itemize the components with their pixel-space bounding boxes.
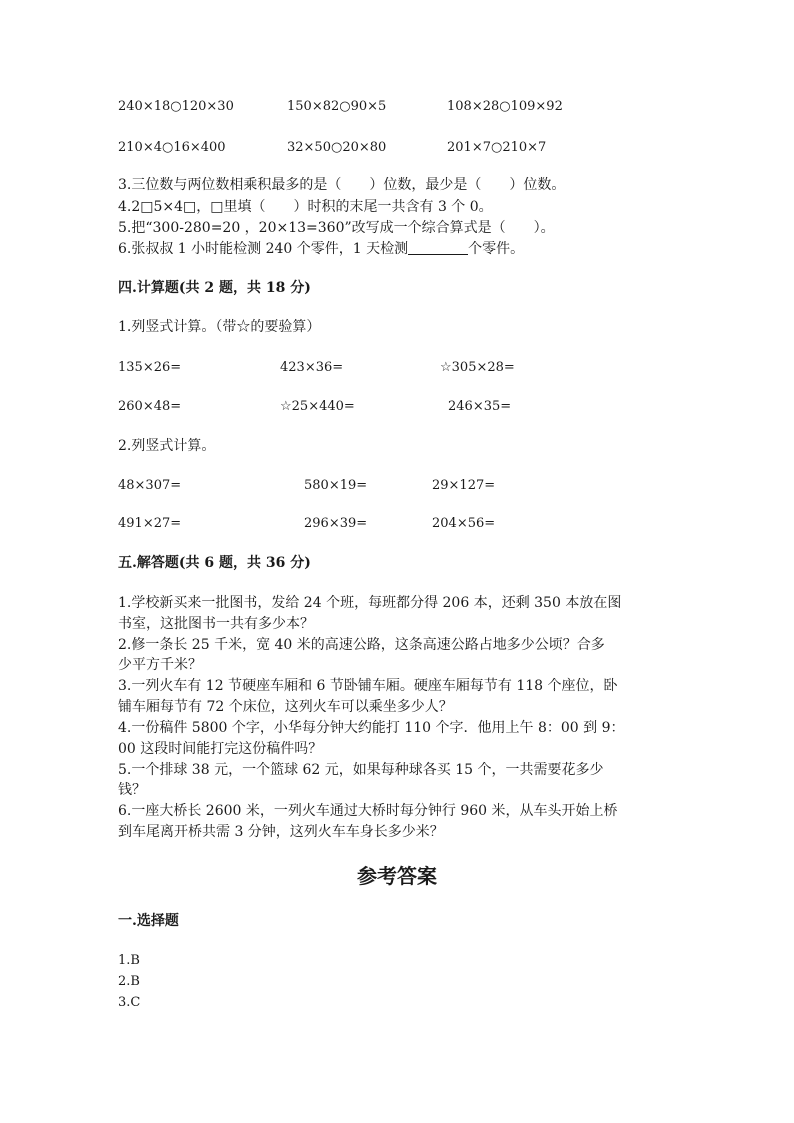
calc-item: 246×35= [448,399,512,414]
calc-item: 260×48= [118,399,182,414]
calc-row [118,476,678,496]
calc-item: 48×307= [118,478,182,493]
word-problem-line: 5.一个排球 38 元，一个篮球 62 元，如果每种球各买 15 个，一共需要花多少 [118,762,604,778]
word-problem-line: 少平方千米？ [118,657,202,673]
compare-row-1 [118,97,678,117]
word-problem-line: 铺车厢每节有 72 个床位，这列火车可以乘坐多少人？ [118,699,453,715]
compare-item: 32×50○20×80 [287,140,387,155]
calc-row [118,358,678,378]
section-5-title: 五.解答题(共 6 题，共 36 分) [118,555,311,571]
calc-item: 580×19= [304,478,368,493]
fill-blank-question-6 [118,239,524,259]
word-problem-line: 到车尾离开桥共需 3 分钟，这列火车车身长多少米？ [118,824,444,840]
calc-item: 29×127= [432,478,496,493]
word-problem-line: 00 这段时间能打完这份稿件吗？ [118,741,323,757]
compare-item: 108×28○109×92 [447,99,563,114]
fill-blank-tail: 个零件。 [468,241,525,257]
section-4-q2-title: 2.列竖式计算。 [118,438,216,454]
answer-underline[interactable] [408,240,468,255]
answers-section-1-title: 一.选择题 [118,913,179,929]
word-problem-line: 3.一列火车有 12 节硬座车厢和 6 节卧铺车厢。硬座车厢每节有 118 个座位，卧 [118,678,618,694]
calc-row [118,514,678,534]
compare-item: 201×7○210×7 [447,140,547,155]
word-problem-line: 书室，这批图书一共有多少本？ [118,616,314,632]
compare-item: 210×4○16×400 [118,140,226,155]
calc-item: ☆305×28= [440,360,515,375]
answer-item: 2.B [118,974,140,989]
compare-item: 150×82○90×5 [287,99,387,114]
calc-item: 135×26= [118,360,182,375]
calc-item: 296×39= [304,516,368,531]
calc-item: 491×27= [118,516,182,531]
calc-item: ☆25×440= [280,399,355,414]
answers-title: 参考答案 [357,864,437,888]
word-problem-line: 1.学校新买来一批图书，发给 24 个班，每班都分得 206 本，还剩 350 本放在图 [118,595,622,611]
section-4-q1-title: 1.列竖式计算。（带☆的要验算） [118,319,321,335]
word-problem-line: 2.修一条长 25 千米，宽 40 米的高速公路，这条高速公路占地多少公顷？合多 [118,637,605,653]
answer-item: 1.B [118,953,140,968]
word-problem-line: 4.一份稿件 5800 个字，小华每分钟大约能打 110 个字．他用上午 8：00 到 9： [118,720,625,736]
calc-item: 204×56= [432,516,496,531]
compare-item: 240×18○120×30 [118,99,234,114]
section-4-title: 四.计算题(共 2 题，共 18 分) [118,280,311,296]
fill-blank-question: 4.2□5×4□，□里填（ ）时积的末尾一共含有 3 个 0。 [118,199,493,215]
word-problem-line: 6.一座大桥长 2600 米，一列火车通过大桥时每分钟行 960 米，从车头开始上桥 [118,803,618,819]
fill-blank-question: 3.三位数与两位数相乘积最多的是（ ）位数，最少是（ ）位数。 [118,177,566,193]
fill-blank-question: 5.把“300-280=20 ，20×13=360”改写成一个综合算式是（ ）。 [118,220,555,236]
word-problem-line: 钱？ [118,782,146,798]
fill-blank-text: 6.张叔叔 1 小时能检测 240 个零件，1 天检测 [118,241,409,257]
calc-item: 423×36= [280,360,344,375]
answer-item: 3.C [118,995,141,1010]
calc-row [118,397,678,417]
compare-row-2 [118,138,678,158]
